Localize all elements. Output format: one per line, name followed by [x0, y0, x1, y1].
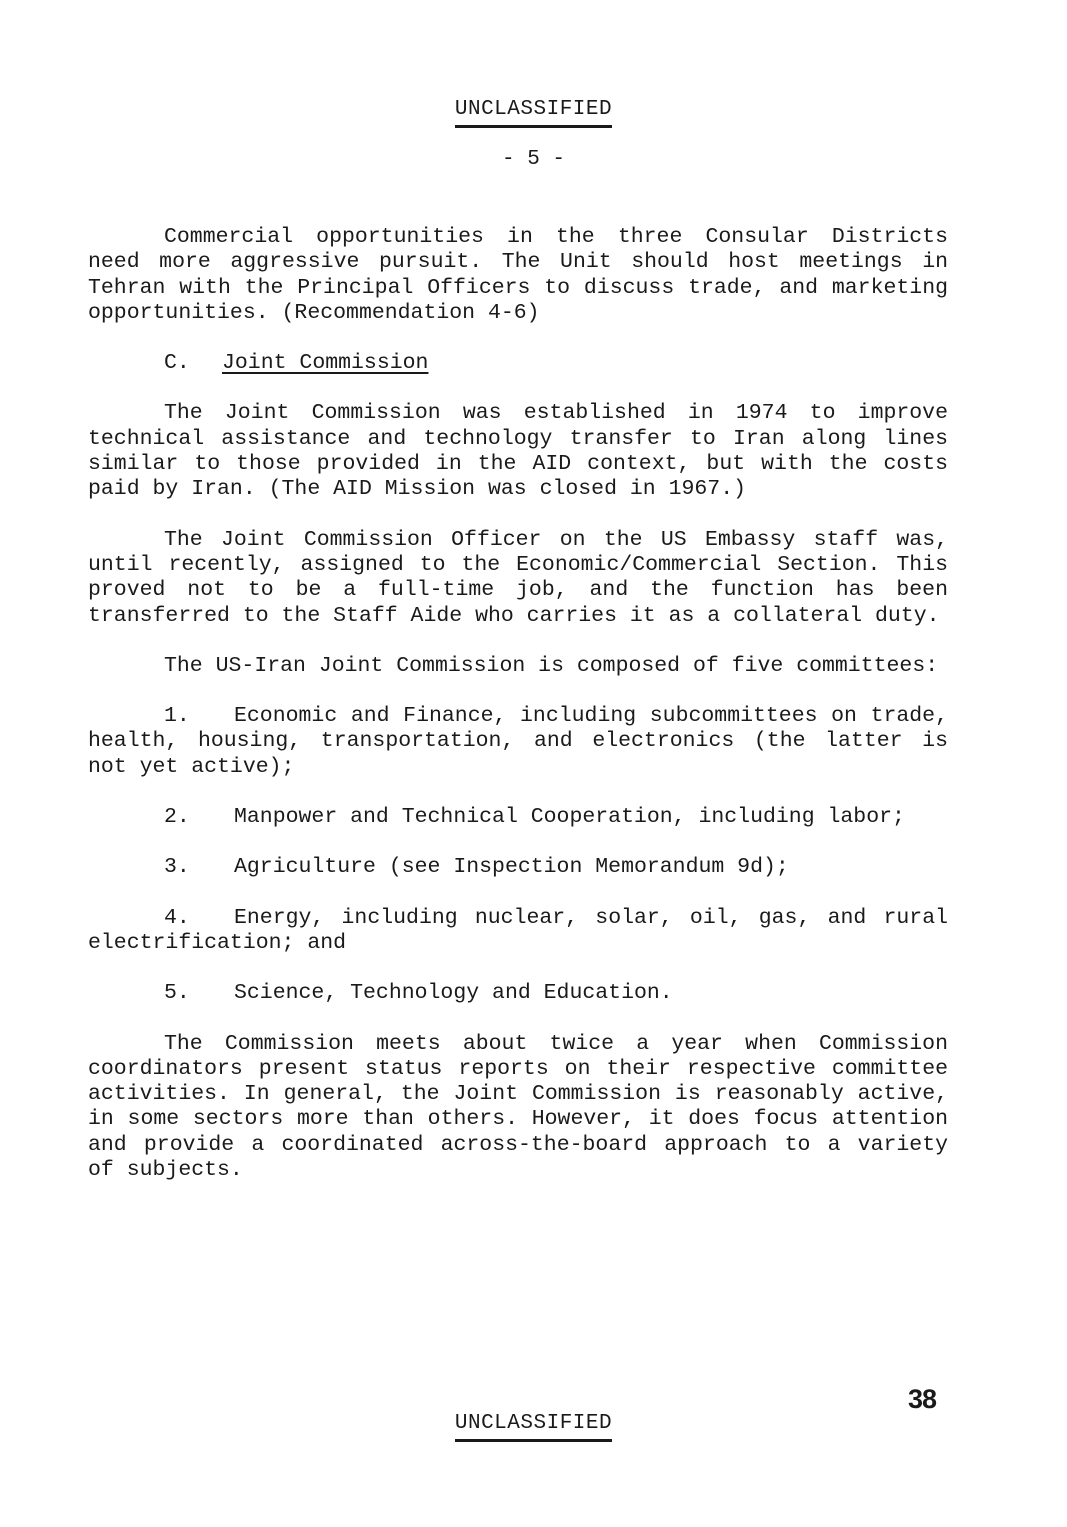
- list-item-text: Energy, including nuclear, solar, oil, gas, and rural electrification; and: [88, 905, 948, 955]
- list-item-text: Economic and Finance, including subcommittees on trade, health, housing, transportation, and electronics (the latter is not yet active);: [88, 704, 948, 779]
- list-item-text: Manpower and Technical Cooperation, including labor;: [234, 805, 905, 830]
- paragraph-composed: The US-Iran Joint Commission is composed of five committees:: [164, 653, 939, 678]
- list-item-text: Agriculture (see Inspection Memorandum 9d);: [234, 855, 789, 880]
- list-item-number: 3.: [164, 855, 190, 880]
- list-item: [88, 906, 948, 957]
- classification-footer: [0, 1412, 1067, 1435]
- list-item-number: 5.: [164, 981, 190, 1006]
- page-marker: - 5 -: [501, 148, 565, 171]
- section-letter: C.: [164, 351, 190, 376]
- list-item-text: Science, Technology and Education.: [234, 981, 673, 1006]
- list-item: [88, 704, 948, 780]
- list-item: [88, 855, 948, 880]
- list-item-number: 1.: [164, 704, 190, 729]
- paragraph-commercial: Commercial opportunities in the three Consular Districts need more aggressive pursuit. The Unit should host meetings in Tehran with the Principal Officers to discuss trade, and marketing opportunities. (Recommendation 4-6): [88, 225, 948, 325]
- section-heading: [164, 351, 948, 376]
- document-body: [88, 225, 948, 1208]
- list-item-number: 4.: [164, 905, 190, 930]
- classification-footer-text: UNCLASSIFIED: [455, 1412, 612, 1442]
- paragraph-established: The Joint Commission was established in 1974 to improve technical assistance and technology transfer to Iran along lines similar to those provided in the AID context, but with the costs paid by Iran. (The AID Mission was closed in 1967.): [88, 401, 948, 502]
- section-title: Joint Commission: [222, 351, 429, 376]
- paragraph-meets: The Commission meets about twice a year when Commission coordinators present status reports on their respective committee activities. In general, the Joint Commission is reasonably active, in some sectors more than others. However, it does focus attention and provide a coordinated across-the-board approach to a variety of subjects.: [88, 1031, 948, 1183]
- document-page-number: 38: [908, 1384, 937, 1414]
- list-item-number: 2.: [164, 805, 190, 830]
- list-item: [88, 805, 948, 830]
- classification-header-text: UNCLASSIFIED: [455, 98, 612, 128]
- paragraph-officer: The Joint Commission Officer on the US Embassy staff was, until recently, assigned to the Economic/Commercial Section. This proved not to be a full-time job, and the function has been transferred to the Staff Aide who carries it as a collateral duty.: [88, 527, 948, 628]
- classification-header: [0, 98, 1067, 121]
- list-item: [88, 981, 948, 1006]
